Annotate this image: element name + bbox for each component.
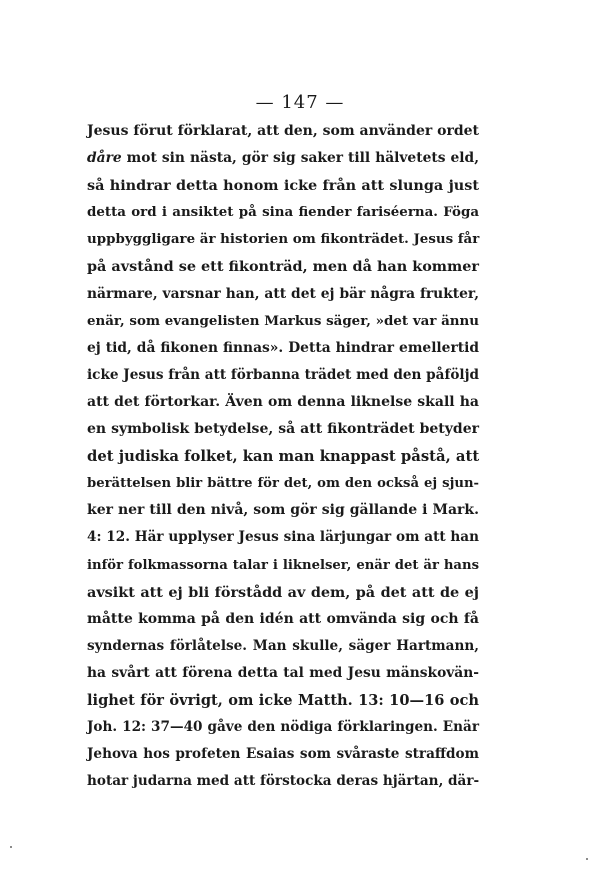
line-text: lighet för övrigt, om icke Matth. 13: 10—16 och: [87, 691, 479, 709]
scan-speck: [586, 858, 588, 860]
line-text: att det förtorkar. Även om denna liknelse skall ha: [87, 393, 479, 410]
text-line: [87, 335, 479, 362]
text-line: [87, 470, 479, 497]
body-text: [87, 118, 479, 795]
text-line: [87, 118, 479, 145]
line-text: hotar judarna med att förstocka deras hjärtan, där-: [87, 773, 480, 790]
line-text: måtte komma på den idén att omvända sig och få: [87, 610, 479, 627]
line-text: enär, som evangelisten Markus säger, »det var ännu: [87, 312, 479, 329]
line-text: ker ner till den nivå, som gör sig gällande i Mark.: [87, 502, 479, 519]
line-text: ha svårt att förena detta tal med Jesu mänskovän-: [87, 664, 479, 681]
text-line: [87, 497, 479, 524]
emphasized-word: dåre: [87, 150, 122, 167]
line-text: 4: 12. Här upplyser Jesus sina lärjungar om att han: [87, 529, 479, 546]
text-line: [87, 362, 479, 389]
scan-speck: [10, 846, 12, 848]
line-text: mot sin nästa, gör sig saker till hälvetets eld,: [121, 150, 479, 167]
line-text: en symbolisk betydelse, så att fikonträdet betyder: [87, 421, 479, 438]
text-line: [87, 687, 479, 714]
line-text: ej tid, då fikonen finnas». Detta hindrar emellertid: [87, 339, 479, 356]
line-text: närmare, varsnar han, att det ej bär några frukter,: [87, 285, 479, 302]
text-line: [87, 281, 479, 308]
text-line: [87, 389, 479, 416]
line-text: Joh. 12: 37—40 gåve den nödiga förklaringen. Enär: [87, 719, 479, 736]
text-line: [87, 768, 479, 795]
text-line: [87, 145, 479, 172]
line-text: det judiska folket, kan man knappast påstå, att: [87, 448, 480, 466]
text-line: [87, 253, 479, 280]
text-line: [87, 552, 479, 579]
text-line: [87, 714, 479, 741]
text-line: [87, 226, 479, 253]
text-line: [87, 524, 479, 551]
text-line: [87, 308, 479, 335]
line-text: så hindrar detta honom icke från att slunga just: [87, 177, 479, 195]
line-text: avsikt att ej bli förstådd av dem, på det att de ej: [87, 583, 479, 601]
line-text: syndernas förlåtelse. Man skulle, säger Hartmann,: [87, 637, 479, 654]
text-line: [87, 579, 479, 606]
text-line: [87, 633, 479, 660]
line-text: inför folkmassorna talar i liknelser, enär det är hans: [87, 557, 479, 573]
text-line: [87, 660, 479, 687]
line-text: berättelsen blir bättre för det, om den också ej sjun-: [87, 476, 479, 492]
line-text: uppbyggligare är historien om fikonträdet. Jesus får: [87, 231, 480, 248]
line-text: icke Jesus från att förbanna trädet med den påföljd: [87, 366, 479, 383]
text-line: [87, 741, 479, 768]
line-text: Jesus förut förklarat, att den, som använder ordet: [87, 123, 479, 139]
line-text: detta ord i ansiktet på sina fiender fariséerna. Föga: [87, 204, 479, 221]
page-number: — 147 —: [255, 92, 345, 113]
text-line: [87, 416, 479, 443]
text-line: [87, 443, 479, 470]
line-text: Jehova hos profeten Esaias som svåraste straffdom: [87, 746, 479, 763]
text-line: [87, 172, 479, 199]
text-line: [87, 606, 479, 633]
line-text: på avstånd se ett fikonträd, men då han kommer: [87, 258, 479, 276]
text-line: [87, 199, 479, 226]
